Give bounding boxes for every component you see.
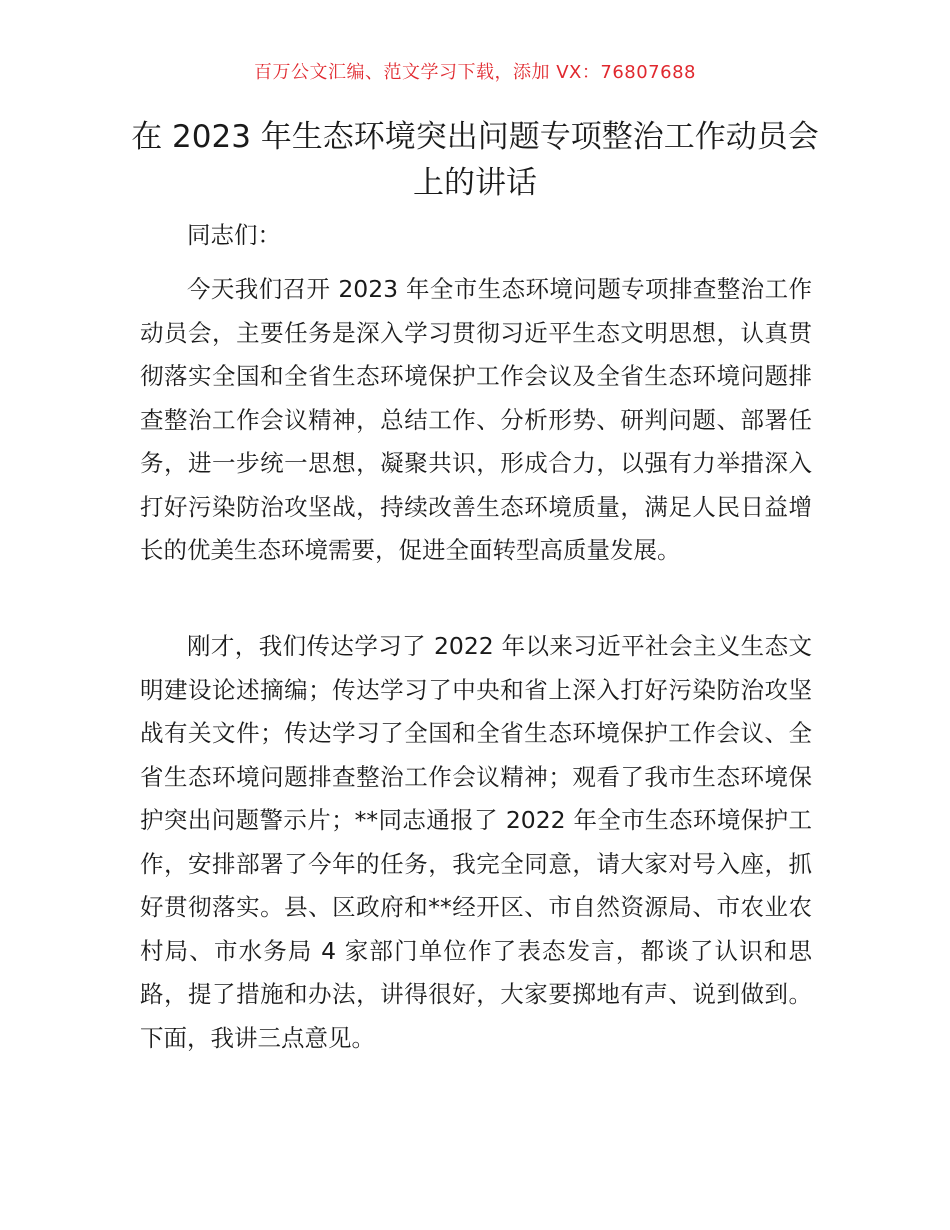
salutation: 同志们： [187, 221, 281, 249]
paragraph-1: 今天我们召开 2023 年全市生态环境问题专项排查整治工作动员会，主要任务是深入学习贯彻习近平生态文明思想，认真贯彻落实全国和全省生态环境保护工作会议及全省生态环境问题排查整治工作会议精神，总结工作、分析形势、研判问题、部署任务，进一步统一思想，凝聚共识，形成合力，以强有力举措深入打好污染防治攻坚战，持续改善生态环境质量，满足人民日益增长的优美生态环境需要，促进全面转型高质量发展。 [140, 275, 812, 564]
header-notice: 百万公文汇编、范文学习下载，添加 VX：76807688 [254, 62, 696, 83]
document-title: 在 2023 年生态环境突出问题专项整治工作动员会上的讲话 [131, 119, 819, 201]
paragraph-2: 刚才，我们传达学习了 2022 年以来习近平社会主义生态文明建设论述摘编；传达学习了中央和省上深入打好污染防治攻坚战有关文件；传达学习了全国和全省生态环境保护工作会议、全省生态环境问题排查整治工作会议精神；观看了我市生态环境保护突出问题警示片；**同志通报了 2022 年全市生态环境保护工作，安排部署了今年的任务，我完全同意，请大家对号入座，抓好贯彻落实。县、区政府和**经开区、市自然资源局、市农业农村局、市水务局 4 家部门单位作了表态发言，都谈了认识和思路，提了措施和办法，讲得很好，大家要掷地有声、说到做到。下面，我讲三点意见。 [140, 632, 812, 1052]
